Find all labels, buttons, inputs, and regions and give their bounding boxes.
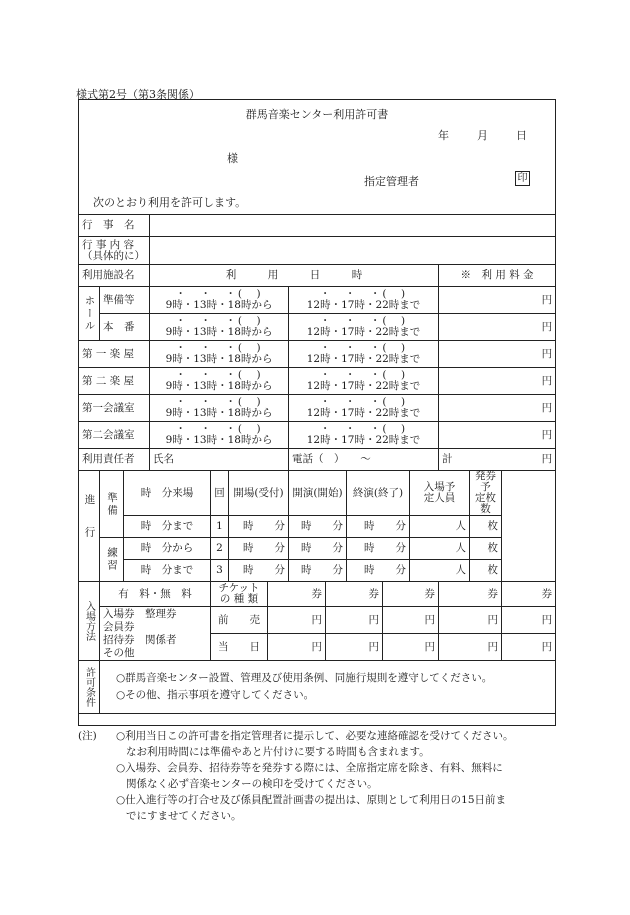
event-content-field[interactable] xyxy=(150,237,556,265)
room2-fee[interactable]: 円 xyxy=(439,368,556,395)
end-header: 終演(終了) xyxy=(347,471,410,516)
total-label: 計 xyxy=(442,453,453,465)
conditions-label: 許可条件 xyxy=(79,661,100,714)
note-2: ○入場券、会員券、招待券等を発券する際には、全席指定席を除き、有料、無料に xyxy=(116,762,503,774)
hall-prep-start[interactable]: ・ ・ ・( ) 9時・13時・18時から xyxy=(150,287,289,314)
issue-date xyxy=(438,127,527,143)
condition-1: ○群馬音楽センター設置、管理及び使用条例、同施行規則を遵守してください。 xyxy=(116,672,493,684)
hall-main-row xyxy=(79,314,556,341)
facility-label: 利用施設名 xyxy=(79,265,150,287)
tickets-header: 発券予 定枚数 xyxy=(470,471,502,516)
hall-prep-end[interactable]: ・ ・ ・( ) 12時・17時・22時まで xyxy=(289,287,439,314)
hall-main-label: 本 番 xyxy=(100,314,150,341)
presale-2[interactable]: 円 xyxy=(326,607,383,634)
fee-label: ※ 利 用 料 金 xyxy=(439,265,556,287)
ticket-type-3[interactable]: 券 xyxy=(383,582,439,607)
ticket-type-2[interactable]: 券 xyxy=(326,582,383,607)
progress-row-2 xyxy=(79,538,556,560)
usage-date-label: 利 用 日 時 xyxy=(150,265,439,287)
room1-fee[interactable]: 円 xyxy=(439,341,556,368)
note-1-cont: なお利用時間には準備やあと片付けに要する時間も含まれます。 xyxy=(126,746,430,758)
round-header: 回 xyxy=(211,471,229,516)
round-2: 2 xyxy=(211,538,229,560)
event-name-label: 行 事 名 xyxy=(79,215,150,237)
round-1-end[interactable]: 時 分 xyxy=(347,516,410,538)
total-unit: 円 xyxy=(541,453,553,465)
round-3-attendees[interactable]: 人 xyxy=(410,560,470,582)
event-name-field[interactable] xyxy=(150,215,556,237)
room1-start[interactable]: ・ ・ ・( ) 9時・13時・18時から xyxy=(150,341,289,368)
open-header: 開場(受付) xyxy=(229,471,289,516)
room1-label: 第 一 楽 屋 xyxy=(79,341,150,368)
usage-table xyxy=(78,214,556,714)
conf1-end[interactable]: ・ ・ ・( ) 12時・17時・22時まで xyxy=(289,395,439,422)
round-2-tickets[interactable]: 枚 xyxy=(470,538,502,560)
ticket-type-label: チケット の 種 類 xyxy=(211,582,268,607)
sameday-label: 当 日 xyxy=(211,634,268,661)
ticket-type-1[interactable]: 券 xyxy=(268,582,326,607)
presale-4[interactable]: 円 xyxy=(439,607,502,634)
ticket-type-5[interactable]: 券 xyxy=(502,582,556,607)
rehearsal-until[interactable]: 時 分まで xyxy=(124,560,211,582)
notes-label: (注) xyxy=(78,730,97,742)
hall-prep-row xyxy=(79,287,556,314)
permit-form xyxy=(78,99,556,726)
sameday-2[interactable]: 円 xyxy=(326,634,383,661)
note-3: ○仕入進行等の打合せ及び係員配置計画書の提出は、原則として利用日の15日前ま xyxy=(116,794,507,806)
ticket-categories: 入場券 整理券 会員券 招待券 関係者 その他 xyxy=(100,607,211,661)
responsible-name[interactable]: 氏名 xyxy=(150,449,289,471)
conf1-label: 第一会議室 xyxy=(79,395,150,422)
progress-prep-label: 準備 xyxy=(100,471,124,538)
notes xyxy=(78,728,556,824)
progress-header-row xyxy=(79,471,556,516)
room2-row xyxy=(79,368,556,395)
progress-label: 進行 xyxy=(79,471,100,582)
hall-prep-label: 準備等 xyxy=(100,287,150,314)
paid-free[interactable]: 有 料・無 料 xyxy=(100,582,211,607)
progress-row-1 xyxy=(79,516,556,538)
month-label: 月 xyxy=(477,129,488,142)
conf2-end[interactable]: ・ ・ ・( ) 12時・17時・22時まで xyxy=(289,422,439,449)
form-number: 様式第2号（第3条関係） xyxy=(76,88,200,101)
sameday-1[interactable]: 円 xyxy=(268,634,326,661)
arrival-time[interactable]: 時 分来場 xyxy=(124,471,211,516)
attendees-header: 入場予 定人員 xyxy=(410,471,470,516)
hall-main-end[interactable]: ・ ・ ・( ) 12時・17時・22時まで xyxy=(289,314,439,341)
event-content-label: 行 事 内 容 （具体的に） xyxy=(79,237,150,265)
conf1-start[interactable]: ・ ・ ・( ) 9時・13時・18時から xyxy=(150,395,289,422)
conf2-label: 第二会議室 xyxy=(79,422,150,449)
year-label: 年 xyxy=(438,129,449,142)
event-content-row xyxy=(79,237,556,265)
round-1-open[interactable]: 時 分 xyxy=(229,516,289,538)
intro-text: 次のとおり利用を許可します。 xyxy=(93,196,247,209)
presale-row xyxy=(79,607,556,634)
hall-label: ホール xyxy=(79,287,100,341)
presale-3[interactable]: 円 xyxy=(383,607,439,634)
round-2-attendees[interactable]: 人 xyxy=(410,538,470,560)
room2-label: 第 二 楽 屋 xyxy=(79,368,150,395)
note-3-cont: でにすませてください。 xyxy=(126,810,242,822)
round-2-end[interactable]: 時 分 xyxy=(347,538,410,560)
ticket-type-4[interactable]: 券 xyxy=(439,582,502,607)
round-1-start[interactable]: 時 分 xyxy=(289,516,347,538)
rehearsal-from[interactable]: 時 分から xyxy=(124,538,211,560)
presale-1[interactable]: 円 xyxy=(268,607,326,634)
conf2-row xyxy=(79,422,556,449)
addressee-sama: 様 xyxy=(227,152,238,165)
note-2-cont: 関係なく必ず音楽センターの検印を受けてください。 xyxy=(126,778,378,790)
round-3-start[interactable]: 時 分 xyxy=(289,560,347,582)
note-1: ○利用当日この許可書を指定管理者に提示して、必要な連絡確認を受けてください。 xyxy=(116,730,514,742)
conditions-row xyxy=(79,661,556,714)
round-3-end[interactable]: 時 分 xyxy=(347,560,410,582)
condition-2: ○その他、指示事項を遵守してください。 xyxy=(116,689,315,701)
responsible-row xyxy=(79,449,556,471)
round-1-attendees[interactable]: 人 xyxy=(410,516,470,538)
conf1-row xyxy=(79,395,556,422)
presale-label: 前 売 xyxy=(211,607,268,634)
start-header: 開演(開始) xyxy=(289,471,347,516)
day-label: 日 xyxy=(516,129,527,142)
conditions-text xyxy=(100,661,556,714)
conf1-fee[interactable]: 円 xyxy=(439,395,556,422)
progress-rehearsal-label: 練習 xyxy=(100,538,124,582)
room2-end[interactable]: ・ ・ ・( ) 12時・17時・22時まで xyxy=(289,368,439,395)
designated-manager: 指定管理者 xyxy=(364,175,419,188)
responsible-label: 利用責任者 xyxy=(79,449,150,471)
conf2-fee[interactable]: 円 xyxy=(439,422,556,449)
hall-main-start[interactable]: ・ ・ ・( ) 9時・13時・18時から xyxy=(150,314,289,341)
round-2-start[interactable]: 時 分 xyxy=(289,538,347,560)
round-3: 3 xyxy=(211,560,229,582)
room2-start[interactable]: ・ ・ ・( ) 9時・13時・18時から xyxy=(150,368,289,395)
sameday-5[interactable]: 円 xyxy=(502,634,556,661)
progress-row-3 xyxy=(79,560,556,582)
round-3-tickets[interactable]: 枚 xyxy=(470,560,502,582)
event-name-row xyxy=(79,215,556,237)
round-2-open[interactable]: 時 分 xyxy=(229,538,289,560)
admission-type-row xyxy=(79,582,556,607)
sameday-4[interactable]: 円 xyxy=(439,634,502,661)
round-1: 1 xyxy=(211,516,229,538)
total-fee[interactable] xyxy=(439,449,556,471)
round-1-tickets[interactable]: 枚 xyxy=(470,516,502,538)
room1-row xyxy=(79,341,556,368)
sameday-3[interactable]: 円 xyxy=(383,634,439,661)
admission-label: 入場方法 xyxy=(79,582,100,661)
prep-until[interactable]: 時 分まで xyxy=(124,516,211,538)
seal-stamp: 印 xyxy=(515,171,530,186)
responsible-phone[interactable]: 電話（ ） 〜 xyxy=(289,449,439,471)
presale-5[interactable]: 円 xyxy=(502,607,556,634)
room1-end[interactable]: ・ ・ ・( ) 12時・17時・22時まで xyxy=(289,341,439,368)
hall-main-fee[interactable]: 円 xyxy=(439,314,556,341)
hall-prep-fee[interactable]: 円 xyxy=(439,287,556,314)
conf2-start[interactable]: ・ ・ ・( ) 9時・13時・18時から xyxy=(150,422,289,449)
round-3-open[interactable]: 時 分 xyxy=(229,560,289,582)
form-title: 群馬音楽センター利用許可書 xyxy=(245,108,389,121)
usage-header-row xyxy=(79,265,556,287)
